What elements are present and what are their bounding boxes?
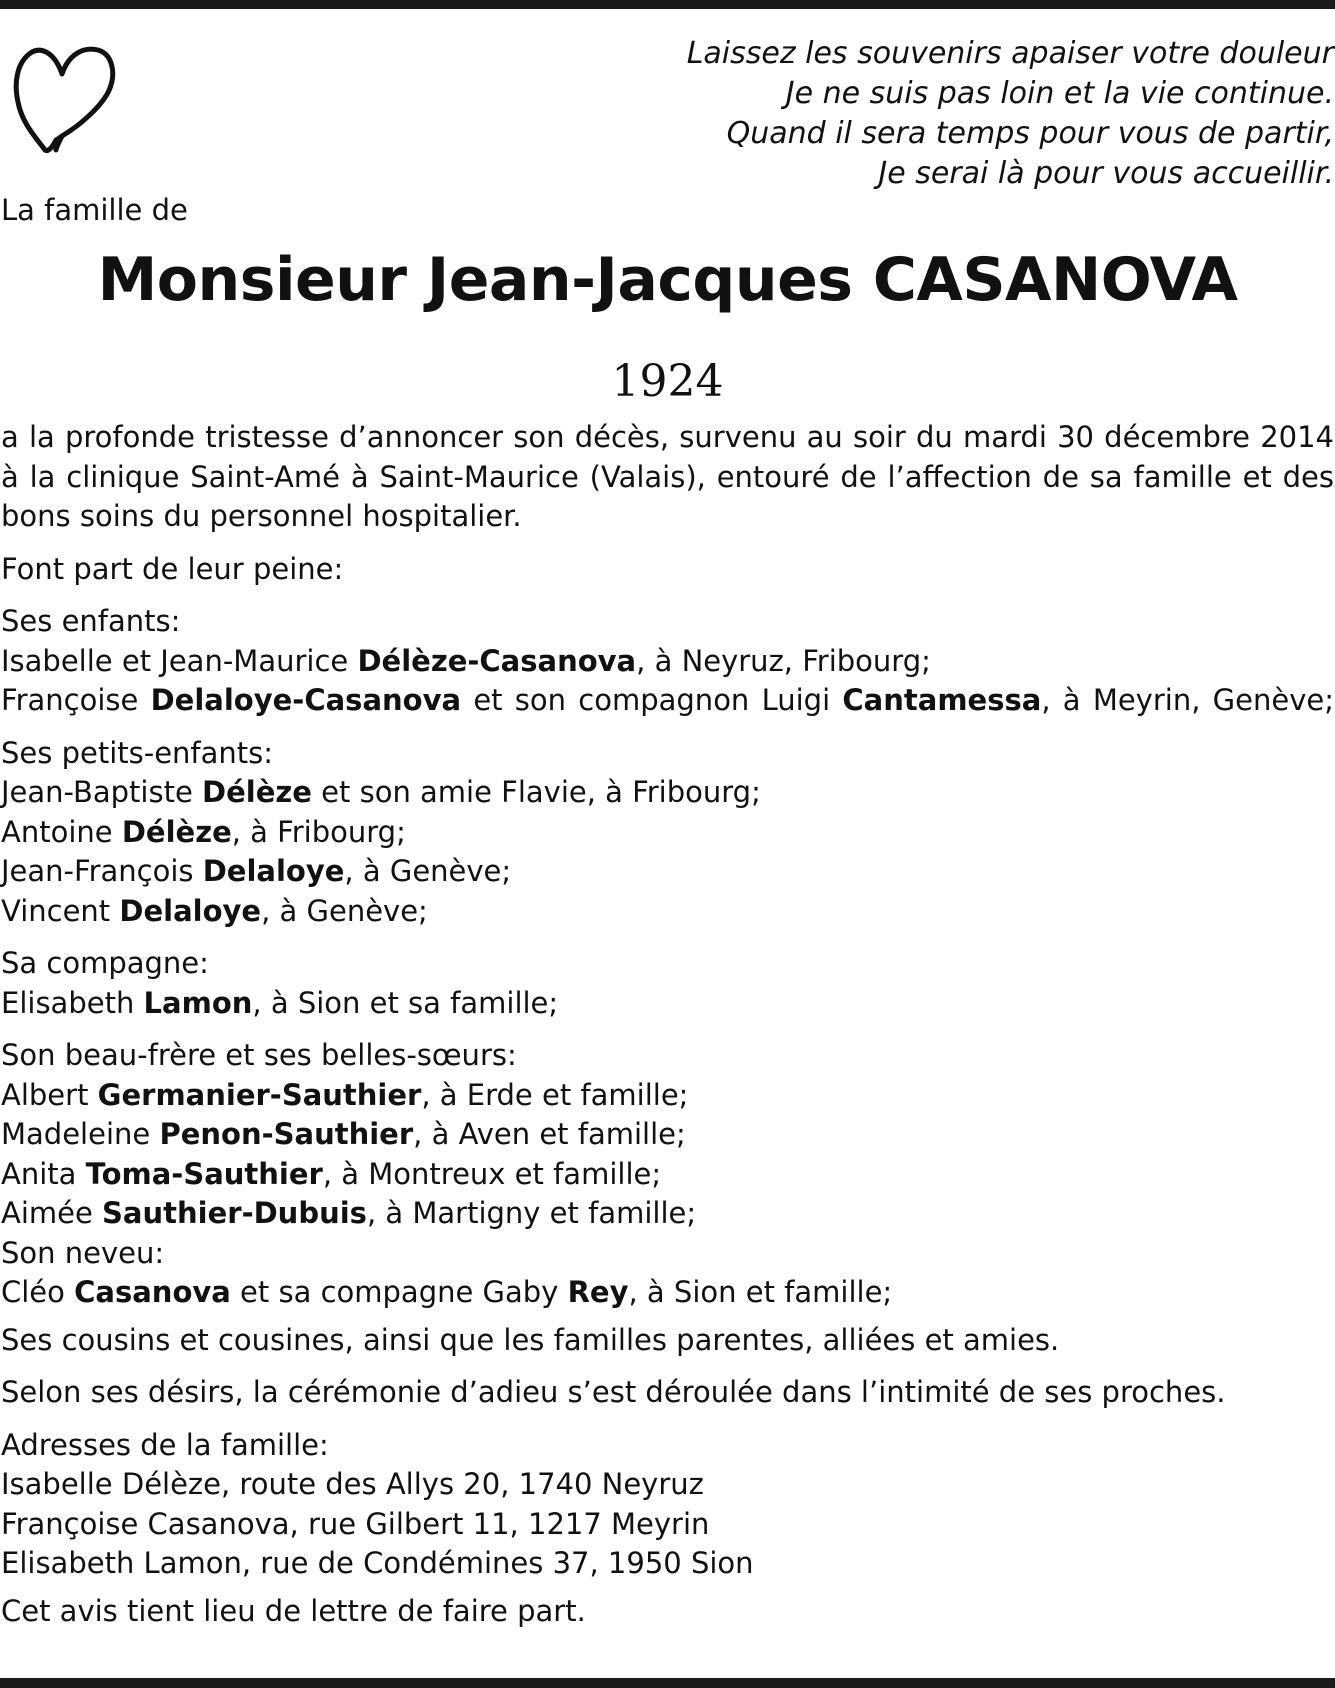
- closing-line: Cet avis tient lieu de lettre de faire part.: [1, 1593, 586, 1628]
- font-part: Font part de leur peine:: [1, 551, 344, 586]
- poem-line: Je serai là pour vous accueillir.: [878, 156, 1334, 191]
- section-heading: Son neveu:: [1, 1235, 165, 1270]
- top-rule: [0, 0, 1335, 9]
- birth-year: 1924: [611, 356, 724, 407]
- poem: [687, 34, 1334, 194]
- poem-line: Laissez les souvenirs apaiser votre douleur: [686, 36, 1334, 71]
- list-item: Jean-François Delaloye, à Genève;: [1, 854, 512, 888]
- list-item: Cléo Casanova et sa compagne Gaby Rey, à Sion et famille;: [1, 1275, 893, 1309]
- address-line: Isabelle Délèze, route des Allys 20, 1740 Neyruz: [1, 1467, 704, 1501]
- bottom-rule: [0, 1678, 1335, 1688]
- list-item: Jean-Baptiste Délèze et son amie Flavie, à Fribourg;: [1, 775, 761, 809]
- list-item: Elisabeth Lamon, à Sion et sa famille;: [1, 985, 559, 1020]
- heart-icon: [12, 44, 118, 156]
- section-heading: Ses petits-enfants:: [1, 735, 274, 770]
- list-item: Vincent Delaloye, à Genève;: [1, 893, 428, 928]
- list-item: Françoise Delaloye-Casanova et son compagnon Luigi Cantamessa, à Meyrin, Genève;: [1, 683, 1334, 717]
- notice-body: [1, 418, 1334, 1631]
- section-heading: Adresses de la famille:: [1, 1427, 329, 1462]
- family-intro: La famille de: [1, 193, 188, 227]
- poem-line: Je ne suis pas loin et la vie continue.: [785, 76, 1334, 111]
- list-item: Madeleine Penon-Sauthier, à Aven et famille;: [1, 1117, 686, 1151]
- list-item: Anita Toma-Sauthier, à Montreux et famille;: [1, 1156, 662, 1191]
- ceremony-line: Selon ses désirs, la cérémonie d’adieu s’est déroulée dans l’intimité de ses proches.: [1, 1375, 1226, 1409]
- announcement: a la profonde tristesse d’annoncer son décès, survenu au soir du mardi 30 décembre 2014 à la clinique Saint-Amé à Saint-Maurice (Valais), entouré de l’affection de sa famille et des bons soins du personnel hospitalier.: [1, 420, 1334, 533]
- address-line: Françoise Casanova, rue Gilbert 11, 1217 Meyrin: [1, 1506, 710, 1541]
- list-item: Isabelle et Jean-Maurice Délèze-Casanova, à Neyruz, Fribourg;: [1, 643, 931, 678]
- section-heading: Ses enfants:: [1, 604, 181, 638]
- deceased-name: Monsieur Jean-Jacques CASANOVA: [97, 245, 1238, 315]
- cousins-line: Ses cousins et cousines, ainsi que les familles parentes, alliées et amies.: [1, 1322, 1060, 1357]
- list-item: Aimée Sauthier-Dubuis, à Martigny et famille;: [1, 1196, 697, 1230]
- address-line: Elisabeth Lamon, rue de Condémines 37, 1950 Sion: [1, 1546, 754, 1580]
- list-item: Antoine Délèze, à Fribourg;: [1, 814, 406, 849]
- section-heading: Son beau-frère et ses belles-sœurs:: [1, 1038, 517, 1072]
- poem-line: Quand il sera temps pour vous de partir,: [726, 116, 1334, 151]
- list-item: Albert Germanier-Sauthier, à Erde et famille;: [1, 1077, 689, 1112]
- section-heading: Sa compagne:: [1, 946, 209, 980]
